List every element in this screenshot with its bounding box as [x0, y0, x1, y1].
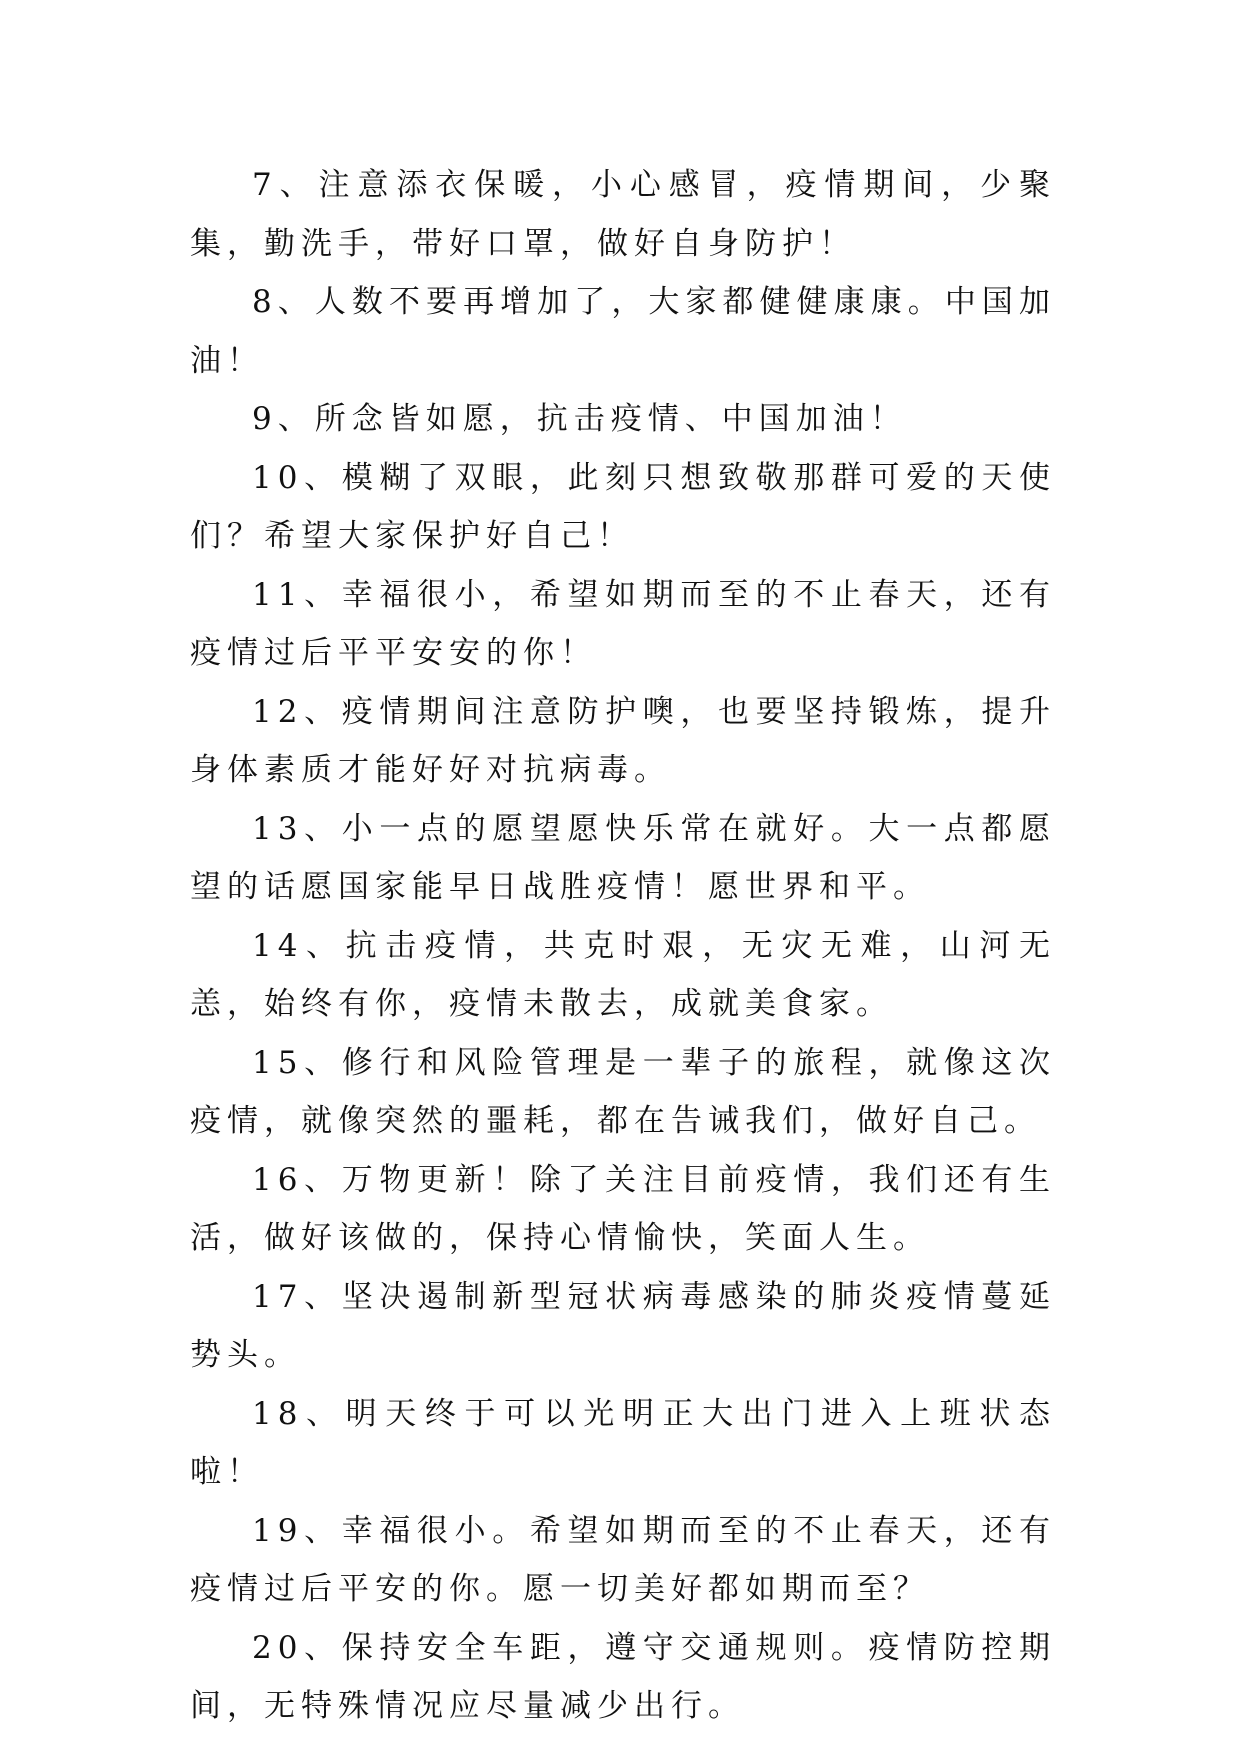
- paragraph-8: 8、人数不要再增加了，大家都健健康康。中国加油！: [190, 284, 1056, 379]
- paragraph-19: 19、幸福很小。希望如期而至的不止春天，还有疫情过后平安的你。愿一切美好都如期而至？: [190, 1512, 1056, 1607]
- paragraph-9: 9、所念皆如愿，抗击疫情、中国加油！: [252, 401, 907, 437]
- paragraph-15: 15、修行和风险管理是一辈子的旅程，就像这次疫情，就像突然的噩耗，都在告诫我们，做好自己。: [190, 1044, 1056, 1139]
- paragraph-10: 10、模糊了双眼，此刻只想致敬那群可爱的天使们？希望大家保护好自己！: [190, 459, 1056, 554]
- paragraph-16: 16、万物更新！除了关注目前疫情，我们还有生活，做好该做的，保持心情愉快，笑面人生。: [190, 1161, 1056, 1256]
- paragraph-7: 7、注意添衣保暖，小心感冒，疫情期间，少聚集，勤洗手，带好口罩，做好自身防护！: [190, 167, 1056, 262]
- paragraph-14: 14、抗击疫情，共克时艰，无灾无难，山河无恙，始终有你，疫情未散去，成就美食家。: [190, 927, 1056, 1022]
- paragraph-12: 12、疫情期间注意防护噢，也要坚持锻炼，提升身体素质才能好好对抗病毒。: [190, 693, 1056, 788]
- paragraph-13: 13、小一点的愿望愿快乐常在就好。大一点都愿望的话愿国家能早日战胜疫情！愿世界和平。: [190, 810, 1056, 905]
- document-body: [190, 156, 1056, 1736]
- paragraph-18: 18、明天终于可以光明正大出门进入上班状态啦！: [190, 1395, 1056, 1490]
- paragraph-17: 17、坚决遏制新型冠状病毒感染的肺炎疫情蔓延势头。: [190, 1278, 1056, 1373]
- paragraph-11: 11、幸福很小，希望如期而至的不止春天，还有疫情过后平平安安的你！: [190, 576, 1056, 671]
- paragraph-20: 20、保持安全车距，遵守交通规则。疫情防控期间，无特殊情况应尽量减少出行。: [190, 1629, 1056, 1724]
